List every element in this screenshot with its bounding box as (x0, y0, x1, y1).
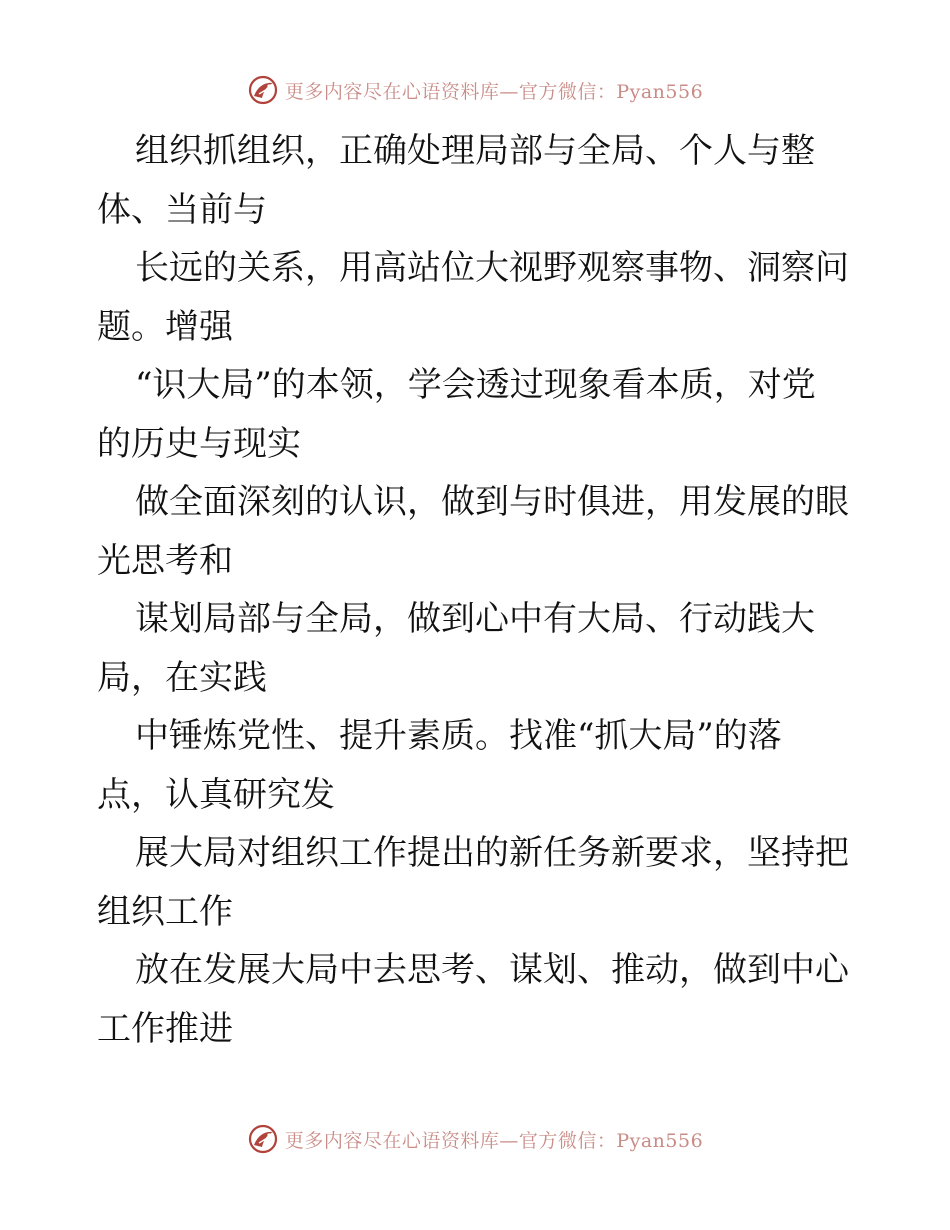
text-line: 谋划局部与全局，做到心中有大局、行动践大 (135, 599, 815, 639)
text-line: 题。增强 (97, 306, 233, 347)
footer-banner (0, 1119, 950, 1159)
text-line: 的历史与现实 (97, 423, 301, 464)
text-line: 体、当前与 (97, 189, 267, 230)
text-line: 工作推进 (97, 1008, 233, 1049)
text-line: “识大局”的本领，学会透过现象看本质，对党 (135, 365, 816, 405)
header-banner-text: 更多内容尽在心语资料库—官方微信：Pyan556 (284, 80, 704, 103)
header-banner (0, 70, 950, 110)
footer-banner-text: 更多内容尽在心语资料库—官方微信：Pyan556 (284, 1129, 704, 1152)
text-line: 光思考和 (97, 540, 233, 581)
phoenix-logo-icon (247, 74, 279, 106)
text-line: 展大局对组织工作提出的新任务新要求，坚持把 (135, 833, 849, 873)
text-line: 局，在实践 (97, 657, 267, 698)
text-line: 做全面深刻的认识，做到与时俱进，用发展的眼 (135, 482, 849, 522)
text-line: 长远的关系，用高站位大视野观察事物、洞察问 (135, 248, 849, 288)
document-body (97, 122, 857, 1058)
text-line: 放在发展大局中去思考、谋划、推动，做到中心 (135, 950, 849, 990)
text-line: 点，认真研究发 (97, 774, 335, 815)
text-line: 组织抓组织，正确处理局部与全局、个人与整 (135, 131, 815, 171)
phoenix-logo-icon (247, 1123, 279, 1155)
text-line: 组织工作 (97, 891, 233, 932)
text-line: 中锤炼党性、提升素质。找准“抓大局”的落 (135, 716, 782, 756)
